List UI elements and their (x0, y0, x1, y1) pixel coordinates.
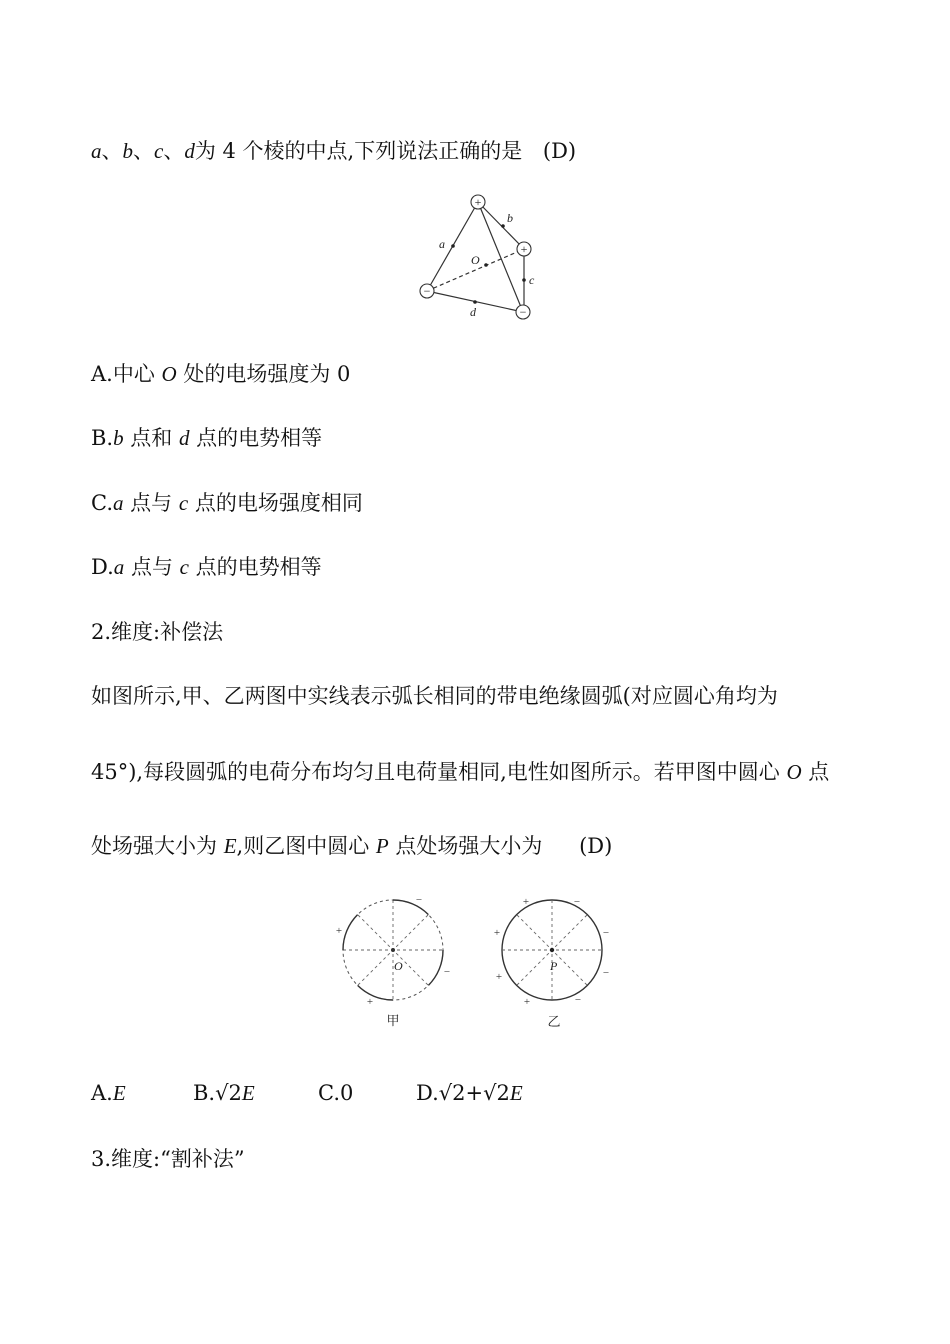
plus-sign: + (335, 925, 343, 937)
option-text: D. (91, 555, 114, 579)
var-d: d (178, 426, 190, 450)
q2-option-d (416, 1079, 523, 1107)
label-d: d (470, 305, 476, 319)
var-O: O (161, 362, 177, 386)
plus-sign: + (522, 896, 530, 908)
stem-text: 点 (801, 760, 830, 784)
q1-option-a (91, 360, 350, 388)
var-a: a (113, 555, 125, 579)
q2-option-c: C.0 (318, 1081, 354, 1105)
plus-sign: + (523, 996, 531, 1008)
var-a: a (91, 139, 102, 163)
option-text: C. (91, 491, 113, 515)
q1-option-b (91, 424, 322, 452)
caption-jia: 甲 (386, 1013, 400, 1028)
yi-diagram (494, 896, 609, 1029)
option-text: B. (193, 1081, 216, 1105)
var-E: E (223, 834, 237, 858)
var-c: c (179, 555, 189, 579)
point-d (473, 300, 477, 304)
var-b: b (113, 426, 124, 450)
sep: 、 (133, 139, 154, 163)
caption-yi: 乙 (547, 1014, 561, 1029)
option-text: 点的电势相等 (189, 426, 323, 450)
option-text: 处的电场强度为 0 (176, 362, 351, 386)
minus-sign: − (423, 284, 431, 298)
point-c (522, 278, 526, 282)
q2-stem-line1: 如图所示,甲、乙两图中实线表示弧长相同的带电绝缘圆弧(对应圆心角均为 (91, 684, 778, 708)
minus-sign: − (519, 305, 527, 319)
stem-text: 为 4 个棱的中点,下列说法正确的是 (194, 139, 523, 163)
var-d: d (184, 139, 195, 163)
jia-diagram (336, 894, 450, 1028)
option-text: 点与 (123, 491, 179, 515)
stem-text: ,则乙图中圆心 (236, 834, 376, 858)
minus-sign: − (602, 967, 610, 979)
label-O: O (471, 253, 480, 267)
sep: 、 (101, 139, 123, 163)
option-text: 点和 (123, 426, 179, 450)
q2-stem-line3 (91, 832, 612, 860)
var-E: E (509, 1081, 523, 1105)
q3-heading: 3.维度:“割补法” (91, 1147, 245, 1171)
point-a (451, 244, 455, 248)
stem-text: 处场强大小为 (91, 834, 224, 858)
minus-sign: − (443, 966, 451, 978)
plus-sign: + (493, 927, 501, 939)
plus-sign: + (520, 242, 528, 256)
option-text: 点的电场强度相同 (188, 491, 363, 515)
option-text: A.中心 (91, 362, 162, 386)
sep: 、 (163, 139, 185, 163)
answer: (D) (579, 834, 613, 858)
label-c: c (529, 273, 535, 287)
point-O (484, 263, 488, 267)
center-label-O: O (394, 959, 403, 973)
option-text: B. (91, 426, 114, 450)
option-text: D. (416, 1081, 439, 1105)
q2-option-b (193, 1079, 255, 1107)
var-b: b (122, 139, 133, 163)
var-E: E (112, 1081, 126, 1105)
minus-sign: − (415, 894, 423, 906)
label-b: b (507, 211, 513, 225)
plus-sign: + (366, 996, 374, 1008)
center-label-P: P (550, 959, 558, 973)
minus-sign: − (602, 927, 610, 939)
plus-sign: + (495, 971, 503, 983)
label-a: a (439, 237, 445, 251)
q1-option-c (91, 489, 363, 517)
answer: (D) (542, 139, 577, 163)
plus-sign: + (474, 195, 482, 209)
option-text: 点与 (124, 555, 180, 579)
q1-option-d (91, 553, 322, 581)
var-c: c (178, 491, 189, 515)
minus-sign: − (573, 896, 581, 908)
radical: √2 (215, 1081, 242, 1105)
minus-sign: − (574, 994, 582, 1006)
radical: √2+√2 (438, 1081, 510, 1105)
var-E: E (241, 1081, 255, 1105)
option-text: 点的电势相等 (188, 555, 322, 579)
point-b (501, 224, 505, 228)
var-O: O (786, 760, 802, 784)
q2-heading: 2.维度:补偿法 (91, 620, 224, 644)
stem-text: 45°),每段圆弧的电荷分布均匀且电荷量相同,电性如图所示。若甲图中圆心 (91, 760, 787, 784)
option-text: A. (91, 1081, 113, 1105)
var-a: a (113, 491, 124, 515)
var-c: c (154, 139, 164, 163)
q2-option-a (91, 1079, 126, 1107)
q1-stem (91, 137, 576, 165)
tetrahedron-figure (410, 188, 550, 328)
stem-text: 点处场强大小为 (388, 834, 543, 858)
arcs-figure (330, 893, 620, 1035)
var-P: P (375, 834, 389, 858)
q2-stem-line2 (91, 758, 829, 786)
